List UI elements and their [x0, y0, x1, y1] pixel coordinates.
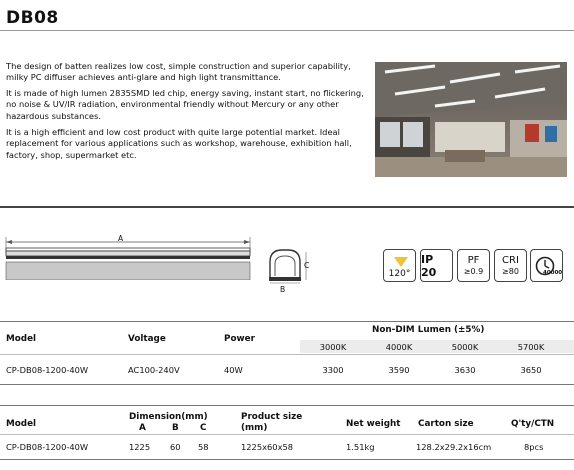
qty-header: Q'ty/CTN	[511, 419, 555, 429]
cct-header-5700k: 5700K	[517, 342, 545, 352]
lumen-5700k-cell: 3650	[520, 365, 542, 375]
carton-size-header: Carton size	[418, 419, 474, 429]
lumen-3000k-cell: 3300	[322, 365, 344, 375]
clock-icon	[535, 255, 559, 281]
cri-value: ≥80	[502, 267, 519, 276]
dimension-c-cell: 58	[198, 442, 209, 452]
title-divider	[0, 30, 574, 31]
pf-value: ≥0.9	[463, 267, 484, 276]
dimension-b-label: B	[280, 285, 286, 294]
cct-header-3000k: 3000K	[319, 342, 347, 352]
lumen-header: Non-DIM Lumen (±5%)	[372, 325, 485, 335]
cct-header-5000k: 5000K	[451, 342, 479, 352]
net-weight-header: Net weight	[346, 419, 401, 429]
power-header: Power	[224, 334, 255, 344]
dimension-b-cell: 60	[170, 442, 181, 452]
ip-badge	[420, 249, 453, 282]
product-size-unit: (mm)	[241, 423, 268, 433]
description-paragraph-2: It is made of high lumen 2835SMD led chip, energy saving, instant start, no flickering, no noise & UV/IR radiation, environmental friendly without Mercury or any other hazardous substances.	[6, 88, 364, 121]
beam-angle-value: 120°	[388, 269, 411, 279]
table2-bottom-rule	[0, 459, 574, 460]
voltage-header: Voltage	[128, 334, 166, 344]
description-paragraph-3: It is a high efficient and low cost product with quite large potential market. Ideal replacement for various applications such as workshop, warehouse, exhibition hall, factory, shop, supermarket etc.	[6, 127, 352, 160]
ip-rating: IP 20	[421, 252, 437, 279]
table1-model-cell: CP-DB08-1200-40W	[6, 365, 89, 375]
net-weight-cell: 1.51kg	[346, 442, 375, 452]
table2-header-rule	[0, 434, 574, 435]
lumen-5000k-cell: 3630	[454, 365, 476, 375]
pf-label: PF	[467, 255, 480, 266]
table2-model-cell: CP-DB08-1200-40W	[6, 442, 89, 452]
table2-top-rule	[0, 405, 574, 406]
lumen-4000k-cell: 3590	[388, 365, 410, 375]
dimension-header: Dimension(mm)	[129, 412, 208, 422]
batten-side-diagram	[4, 232, 252, 280]
dimension-b-header: B	[172, 423, 179, 433]
lifetime-value: 40000	[543, 270, 563, 276]
table1-voltage-cell: AC100-240V	[128, 365, 180, 375]
table2-model-header: Model	[6, 419, 37, 429]
section-divider	[0, 206, 574, 208]
cri-label: CRI	[502, 255, 519, 266]
dimension-a-header: A	[139, 423, 146, 433]
lifetime-badge	[530, 249, 563, 282]
batten-cross-section	[266, 248, 306, 284]
qty-cell: 8pcs	[524, 442, 544, 452]
power-factor-badge	[457, 249, 490, 282]
light-beam-icon	[394, 252, 408, 271]
cri-badge	[494, 249, 527, 282]
product-title: DB08	[6, 8, 59, 28]
description-paragraph-1: The design of batten realizes low cost, simple construction and superior capability, milky PC diffuser achieves anti-glare and high light transmittance.	[6, 61, 351, 83]
table1-header-rule	[0, 354, 574, 355]
dimension-c-header: C	[200, 423, 207, 433]
beam-angle-badge	[383, 249, 416, 282]
table1-power-cell: 40W	[224, 365, 243, 375]
application-photo	[375, 62, 567, 177]
model-header: Model	[6, 334, 37, 344]
cct-header-4000k: 4000K	[385, 342, 413, 352]
dimension-a-cell: 1225	[129, 442, 151, 452]
product-size-header: Product size	[241, 412, 303, 422]
dimension-c-label: C	[304, 261, 310, 270]
product-size-cell: 1225x60x58	[241, 442, 294, 452]
table1-bottom-rule	[0, 384, 574, 385]
dimension-a-label: A	[118, 234, 124, 243]
carton-size-cell: 128.2x29.2x16cm	[416, 442, 492, 452]
table1-top-rule	[0, 321, 574, 322]
